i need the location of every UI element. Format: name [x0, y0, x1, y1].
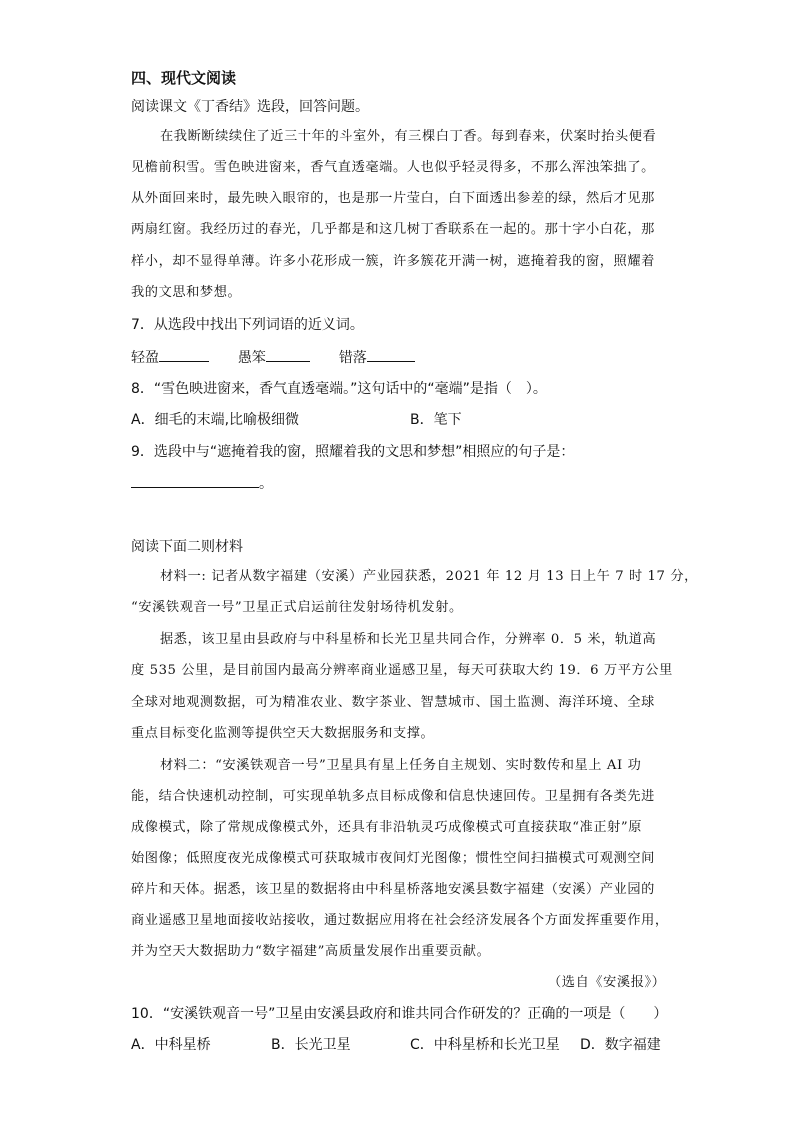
answer-blank[interactable]	[367, 347, 415, 362]
material-line: 商业遥感卫星地面接收站接收，通过数据应用将在社会经济发展各个方面发挥重要作用，	[131, 913, 669, 928]
material-line: 并为空天大数据助力“数字福建”高质量发展作出重要贡献。	[131, 944, 491, 959]
passage-line: 我的文思和梦想。	[131, 285, 242, 300]
question-9-stem: 9．选段中与“遮掩着我的窗，照耀着我的文思和梦想”相照应的句子是：	[131, 444, 575, 460]
question-9-answer-line	[131, 473, 273, 494]
material-line: 材料一: 记者从数字福建（安溪）产业园获悉，2021 年 12 月 13 日上午 7 时 17 分，	[160, 569, 698, 584]
material-line: 始图像；低照度夜光成像模式可获取城市夜间灯光图像；惯性空间扫描模式可观测空间	[131, 851, 655, 866]
material-line: 据悉，该卫星由县政府与中科星桥和长光卫星共同合作，分辨率 0．5 米，轨道高	[160, 632, 657, 647]
question-8-option-a[interactable]: A．细毛的末端,比喻极细微	[131, 412, 300, 428]
reading-instruction: 阅读课文《丁香结》选段，回答问题。	[131, 99, 369, 115]
question-10-stem: 10．“安溪铁观音一号”卫星由安溪县政府和谁共同合作研发的？正确的一项是（ ）	[131, 1006, 668, 1022]
section-heading: 四、现代文阅读	[131, 69, 237, 87]
word-3: 错落	[338, 350, 367, 366]
material-line: 度 535 公里，是目前国内最高分辨率商业遥感卫星，每天可获取大约 19．6 万平方公里	[131, 663, 673, 678]
word-2: 愚笨	[237, 350, 266, 366]
question-10-option-d[interactable]: D．数字福建	[580, 1037, 661, 1053]
material-line: 碎片和天体。据悉，该卫星的数据将由中科星桥落地安溪县数字福建（安溪）产业园的	[131, 882, 655, 897]
passage-line: 见檐前积雪。雪色映进窗来，香气直透毫端。人也似乎轻灵得多，不那么浑浊笨拙了。	[131, 160, 655, 175]
question-7-words	[131, 347, 415, 368]
passage-line: 从外面回来时，最先映入眼帘的，也是那一片莹白，白下面透出参差的绿，然后才见那	[131, 191, 655, 206]
answer-blank[interactable]	[159, 347, 209, 362]
material-intro: 阅读下面二则材料	[131, 539, 243, 555]
material-line: 成像模式，除了常规成像模式外，还具有非沿轨灵巧成像模式可直接获取“准正射”原	[131, 820, 643, 835]
question-10-option-a[interactable]: A．中科星桥	[131, 1037, 211, 1053]
material-line: “安溪铁观音一号”卫星正式启运前往发射场待机发射。	[131, 600, 463, 615]
source-citation: （选自《安溪报》）	[548, 975, 666, 990]
answer-blank[interactable]	[266, 347, 310, 362]
question-10-option-c[interactable]: C．中科星桥和长光卫星	[410, 1037, 560, 1053]
material-line: 全球对地观测数据，可为精准农业、数字茶业、智慧城市、国土监测、海洋环境、全球	[131, 695, 655, 710]
answer-blank[interactable]	[131, 473, 259, 488]
word-1: 轻盈	[131, 350, 159, 366]
passage-line: 两扇红窗。我经历过的春光，几乎都是和这几树丁香联系在一起的。那十字小白花，那	[131, 222, 655, 237]
passage-line: 在我断断续续住了近三十年的斗室外，有三棵白丁香。每到春来，伏案时抬头便看	[160, 129, 657, 144]
question-7-stem: 7．从选段中找出下列词语的近义词。	[131, 317, 364, 333]
material-line: 材料二：“安溪铁观音一号”卫星具有星上任务自主规划、实时数传和星上 AI 功	[160, 758, 642, 773]
question-9-end: 。	[259, 476, 273, 492]
question-8-stem: 8．“雪色映进窗来，香气直透毫端。”这句话中的“毫端”是指（ ）。	[131, 381, 547, 397]
material-line: 重点目标变化监测等提供空天大数据服务和支撑。	[131, 726, 435, 741]
material-line: 能，结合快速机动控制，可实现单轨多点目标成像和信息快速回传。卫星拥有各类先进	[131, 789, 655, 804]
passage-line: 样小，却不显得单薄。许多小花形成一簇，许多簇花开满一树，遮掩着我的窗，照耀着	[131, 254, 655, 269]
question-8-option-b[interactable]: B．笔下	[410, 412, 462, 428]
question-10-option-b[interactable]: B．长光卫星	[271, 1037, 351, 1053]
